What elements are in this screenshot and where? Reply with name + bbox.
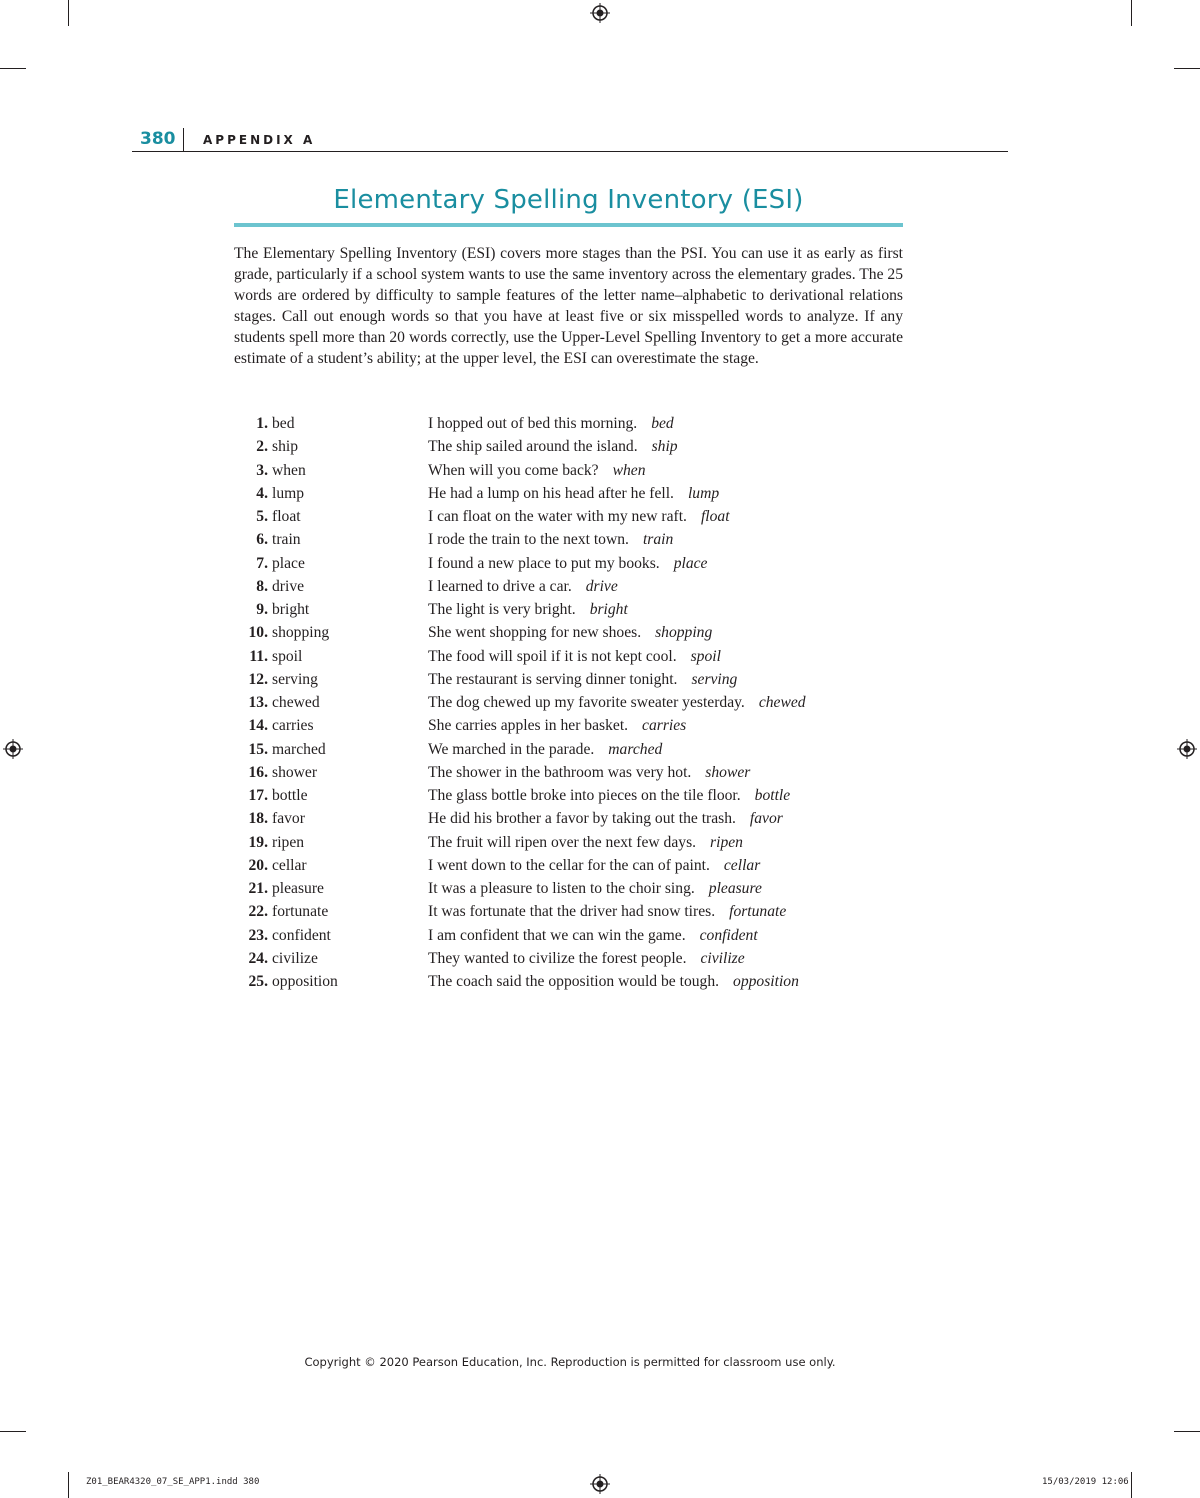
- item-number: 7.: [256, 554, 268, 572]
- registration-mark-icon: [3, 739, 23, 759]
- item-sentence: [428, 714, 686, 737]
- list-item: [234, 552, 903, 575]
- item-word: ripen: [272, 833, 305, 851]
- sentence-text: She went shopping for new shoes.: [428, 624, 642, 642]
- list-item: [234, 831, 903, 854]
- item-number: 23.: [248, 926, 268, 944]
- item-number: 21.: [248, 880, 268, 897]
- sentence-text: The light is very bright.: [428, 601, 576, 618]
- list-item: [234, 877, 903, 900]
- crop-mark: [0, 1431, 26, 1432]
- item-sentence: [428, 412, 674, 435]
- list-item: [234, 668, 903, 691]
- item-number: 12.: [248, 670, 268, 688]
- item-sentence: [428, 598, 628, 621]
- list-item: [234, 854, 903, 877]
- repeat-word: confident: [699, 926, 758, 944]
- item-sentence: [428, 807, 783, 830]
- repeat-word: spoil: [690, 647, 721, 665]
- list-item: [234, 761, 903, 784]
- item-word: bed: [272, 415, 295, 432]
- sentence-text: The dog chewed up my favorite sweater yesterday.: [428, 694, 745, 711]
- word-list: [234, 412, 903, 993]
- item-number: 6.: [256, 531, 268, 549]
- list-item: [234, 807, 903, 830]
- item-number: 15.: [248, 740, 268, 758]
- crop-mark: [1131, 0, 1132, 26]
- item-sentence: [428, 528, 673, 551]
- repeat-word: fortunate: [729, 903, 787, 921]
- item-number: 14.: [248, 717, 268, 735]
- page-title: Elementary Spelling Inventory (ESI): [333, 185, 804, 215]
- item-number: 22.: [248, 903, 268, 921]
- crop-mark: [68, 0, 69, 26]
- repeat-word: shopping: [655, 624, 713, 642]
- registration-mark-icon: [590, 1474, 610, 1494]
- repeat-word: lump: [687, 484, 720, 502]
- sentence-text: The glass bottle broke into pieces on the tile floor.: [428, 787, 741, 804]
- item-sentence: [428, 621, 712, 644]
- item-sentence: [428, 784, 790, 807]
- item-word: bright: [272, 601, 310, 618]
- sentence-text: I rode the train to the next town.: [428, 531, 629, 549]
- item-sentence: [428, 645, 721, 668]
- sentence-text: It was fortunate that the driver had snow tires.: [428, 903, 716, 921]
- sentence-text: I am confident that we can win the game.: [428, 926, 686, 944]
- item-word: ship: [272, 438, 298, 456]
- sentence-text: I can float on the water with my new raft.: [428, 508, 687, 525]
- sentence-text: I hopped out of bed this morning.: [428, 415, 638, 432]
- repeat-word: marched: [608, 740, 663, 758]
- item-word: bottle: [272, 787, 308, 804]
- list-item: [234, 459, 903, 482]
- item-number: 25.: [248, 973, 268, 990]
- list-item: [234, 412, 903, 435]
- item-number: 9.: [256, 601, 268, 618]
- list-item: [234, 738, 903, 761]
- item-word: fortunate: [272, 903, 329, 921]
- item-number: 17.: [248, 787, 268, 804]
- item-sentence: [428, 482, 719, 505]
- item-word: chewed: [272, 694, 320, 711]
- list-item: [234, 947, 903, 970]
- item-sentence: [428, 738, 662, 761]
- item-sentence: [428, 552, 707, 575]
- item-word: drive: [272, 577, 305, 595]
- sentence-text: They wanted to civilize the forest people.: [428, 949, 687, 967]
- list-item: [234, 435, 903, 458]
- item-number: 13.: [248, 694, 268, 711]
- list-item: [234, 714, 903, 737]
- list-item: [234, 528, 903, 551]
- item-number: 3.: [256, 461, 268, 479]
- item-sentence: [428, 970, 799, 993]
- repeat-word: serving: [691, 670, 738, 688]
- repeat-word: cellar: [723, 856, 761, 874]
- repeat-word: favor: [749, 810, 783, 828]
- item-word: marched: [272, 740, 326, 758]
- item-word: place: [272, 554, 305, 572]
- sentence-text: She carries apples in her basket.: [428, 717, 629, 735]
- item-word: civilize: [272, 949, 318, 967]
- item-sentence: [428, 668, 737, 691]
- slug-file-info: Z01_BEAR4320_07_SE_APP1.indd 380: [86, 1477, 260, 1487]
- sentence-text: The ship sailed around the island.: [428, 438, 638, 456]
- repeat-word: float: [700, 508, 730, 525]
- list-item: [234, 621, 903, 644]
- repeat-word: civilize: [700, 949, 745, 967]
- repeat-word: opposition: [733, 973, 799, 990]
- item-word: lump: [272, 484, 305, 502]
- item-word: serving: [272, 670, 318, 688]
- list-item: [234, 598, 903, 621]
- repeat-word: shower: [705, 763, 751, 781]
- crop-mark: [1174, 1431, 1200, 1432]
- repeat-word: drive: [585, 577, 618, 595]
- sentence-text: I found a new place to put my books.: [428, 554, 660, 572]
- item-number: 4.: [256, 484, 268, 502]
- section-label: APPENDIX A: [203, 133, 316, 147]
- item-number: 11.: [249, 647, 268, 665]
- item-sentence: [428, 924, 758, 947]
- title-rule: [234, 223, 903, 227]
- item-word: opposition: [272, 973, 338, 990]
- intro-paragraph: The Elementary Spelling Inventory (ESI) covers more stages than the PSI. You can use it as early as first grade, particularly if a school system wants to use the same inventory across the elementary grades. The 25 words are ordered by difficulty to sample features of the letter name–alphabetic to derivational relations stages. Call out enough words so that you have at least five or six misspelled words to analyze. If any students spell more than 20 words correctly, use the Upper-Level Spelling Inventory to get a more accurate estimate of a student’s ability; at the upper level, the ESI can overestimate the stage.: [234, 245, 903, 367]
- crop-mark: [68, 1472, 69, 1498]
- item-word: spoil: [272, 647, 303, 665]
- item-word: when: [272, 461, 306, 479]
- registration-mark-icon: [590, 3, 610, 23]
- repeat-word: ripen: [710, 833, 743, 851]
- slug-timestamp: 15/03/2019 12:06: [1042, 1477, 1129, 1487]
- sentence-text: The food will spoil if it is not kept cool.: [428, 647, 677, 665]
- item-number: 5.: [256, 508, 268, 525]
- item-sentence: [428, 900, 786, 923]
- list-item: [234, 505, 903, 528]
- sentence-text: I learned to drive a car.: [428, 577, 572, 595]
- item-number: 24.: [248, 949, 268, 967]
- sentence-text: It was a pleasure to listen to the choir sing.: [428, 880, 695, 897]
- repeat-word: bed: [651, 415, 674, 432]
- list-item: [234, 784, 903, 807]
- item-number: 1.: [256, 415, 268, 432]
- list-item: [234, 970, 903, 993]
- sentence-text: When will you come back?: [428, 461, 599, 479]
- header-divider: [183, 128, 184, 152]
- list-item: [234, 645, 903, 668]
- item-sentence: [428, 854, 760, 877]
- item-sentence: [428, 831, 743, 854]
- item-sentence: [428, 435, 678, 458]
- sentence-text: The shower in the bathroom was very hot.: [428, 763, 692, 781]
- sentence-text: The coach said the opposition would be tough.: [428, 973, 720, 990]
- repeat-word: train: [642, 531, 674, 549]
- item-word: favor: [272, 810, 305, 828]
- repeat-word: bottle: [754, 787, 791, 804]
- item-sentence: [428, 877, 762, 900]
- sentence-text: I went down to the cellar for the can of paint.: [428, 856, 710, 874]
- item-sentence: [428, 761, 750, 784]
- item-number: 19.: [248, 833, 268, 851]
- item-sentence: [428, 505, 730, 528]
- item-word: pleasure: [272, 880, 324, 897]
- crop-mark: [0, 68, 26, 69]
- list-item: [234, 924, 903, 947]
- repeat-word: place: [673, 554, 708, 572]
- item-word: confident: [272, 926, 331, 944]
- sentence-text: He had a lump on his head after he fell.: [428, 484, 674, 502]
- item-sentence: [428, 947, 745, 970]
- copyright-footer: Copyright © 2020 Pearson Education, Inc. Reproduction is permitted for classroom use only.: [304, 1355, 836, 1369]
- header-rule: [132, 151, 1008, 152]
- item-sentence: [428, 459, 646, 482]
- list-item: [234, 900, 903, 923]
- sentence-text: He did his brother a favor by taking out the trash.: [428, 810, 736, 828]
- list-item: [234, 691, 903, 714]
- item-sentence: [428, 691, 806, 714]
- repeat-word: ship: [651, 438, 678, 456]
- sentence-text: The fruit will ripen over the next few days.: [428, 833, 697, 851]
- sentence-text: The restaurant is serving dinner tonight.: [428, 670, 678, 688]
- crop-mark: [1174, 68, 1200, 69]
- item-sentence: [428, 575, 618, 598]
- item-word: shopping: [272, 624, 330, 642]
- item-number: 8.: [256, 577, 268, 595]
- item-word: float: [272, 508, 301, 525]
- item-number: 20.: [248, 856, 268, 874]
- item-word: carries: [272, 717, 314, 735]
- repeat-word: chewed: [758, 694, 806, 711]
- registration-mark-icon: [1177, 739, 1197, 759]
- repeat-word: when: [612, 461, 646, 479]
- item-word: shower: [272, 763, 318, 781]
- repeat-word: bright: [589, 601, 628, 618]
- list-item: [234, 482, 903, 505]
- item-number: 18.: [248, 810, 268, 828]
- item-word: train: [272, 531, 301, 549]
- item-number: 16.: [248, 763, 268, 781]
- item-number: 2.: [256, 438, 268, 456]
- list-item: [234, 575, 903, 598]
- sentence-text: We marched in the parade.: [428, 740, 595, 758]
- crop-mark: [1131, 1472, 1132, 1498]
- page-number: 380: [140, 129, 176, 149]
- repeat-word: carries: [642, 717, 687, 735]
- item-word: cellar: [272, 856, 307, 874]
- repeat-word: pleasure: [708, 880, 762, 897]
- item-number: 10.: [248, 624, 268, 642]
